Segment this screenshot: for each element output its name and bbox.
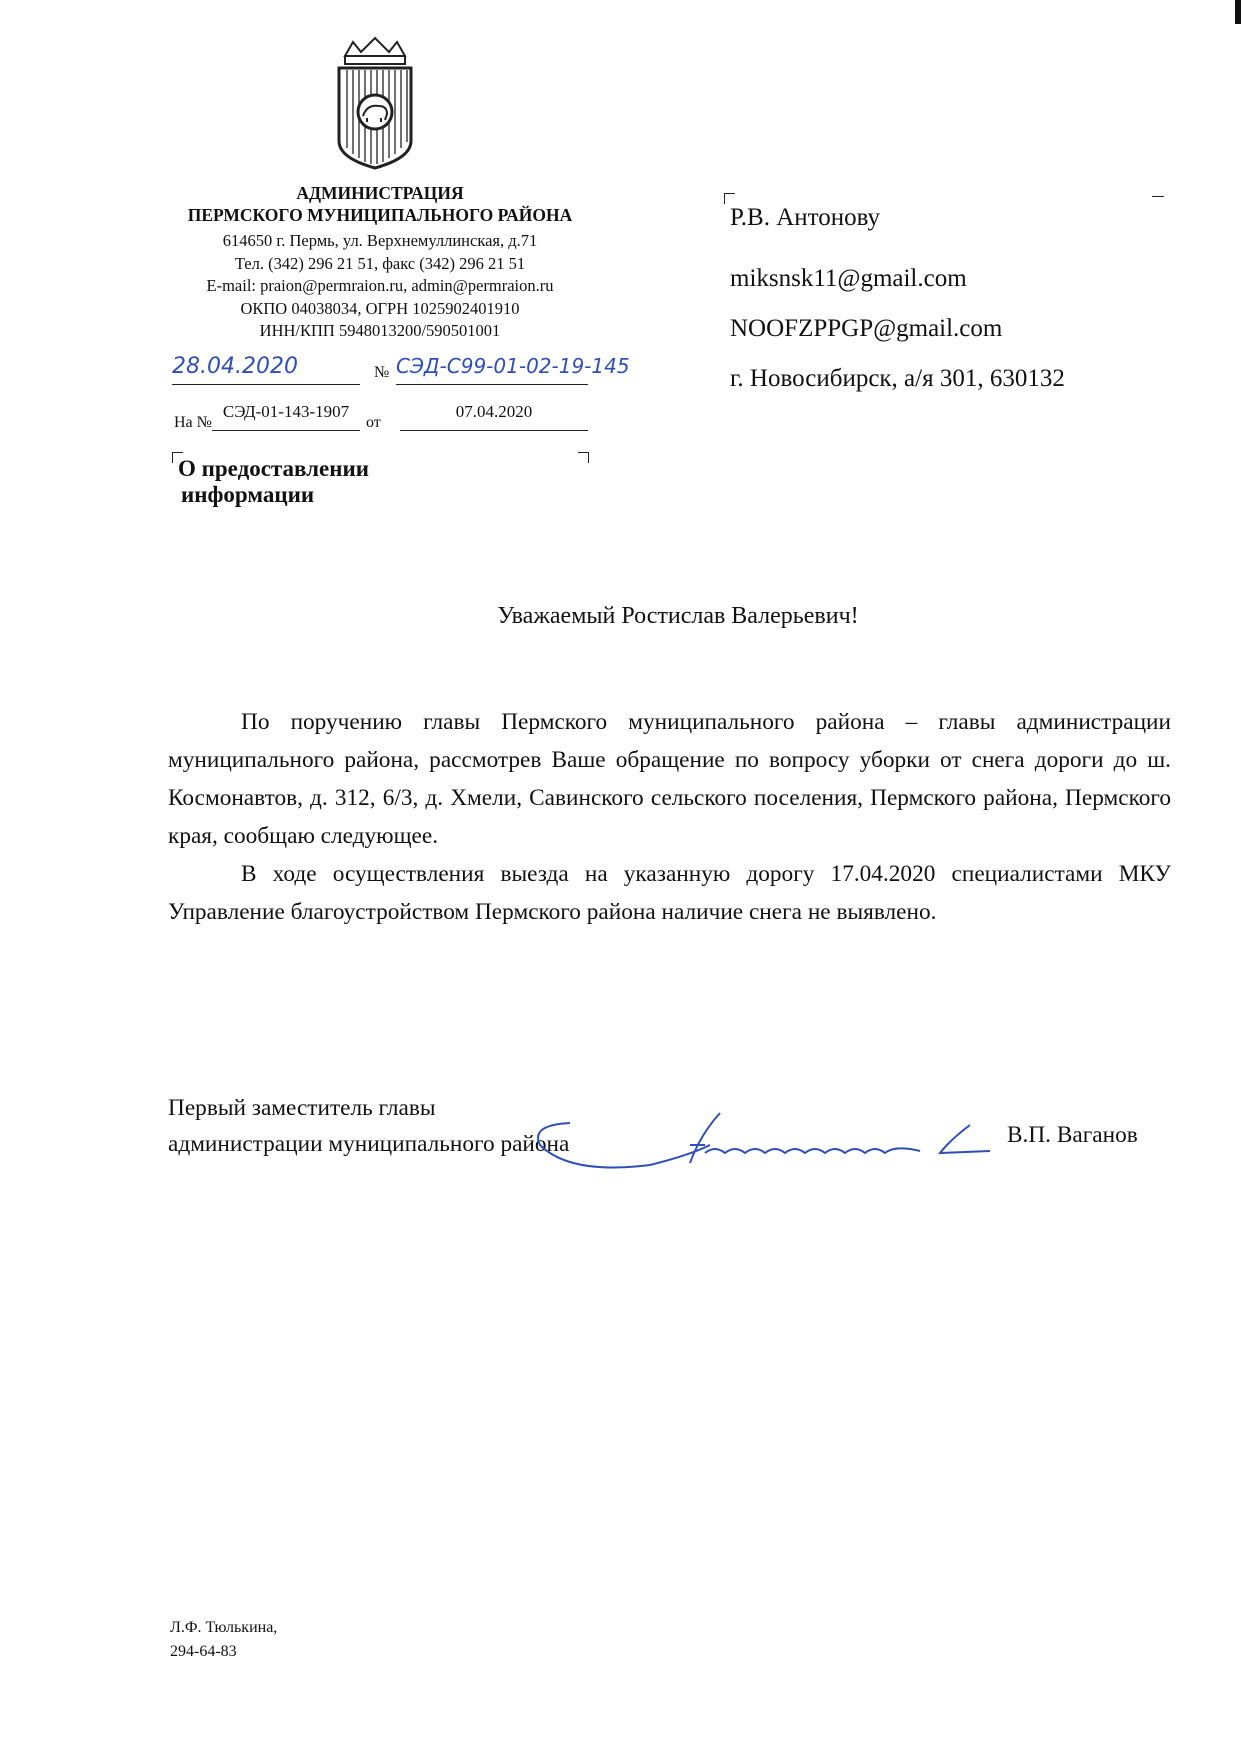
- position-line1: Первый заместитель главы: [168, 1095, 436, 1121]
- paragraph: В ходе осуществления выезда на указанную дорогу 17.04.2020 специалистами МКУ Управление благоустройством Пермского района наличие снега не выявлено.: [168, 861, 1171, 925]
- registration-number: СЭД-С99-01-02-19-145: [396, 354, 588, 385]
- subject: [178, 456, 369, 508]
- number-label: №: [374, 364, 390, 381]
- coat-of-arms-emblem: [335, 36, 415, 171]
- org-name-line2: ПЕРМСКОГО МУНИЦИПАЛЬНОГО РАЙОНА: [187, 205, 573, 225]
- subject-corner-right: [578, 452, 589, 463]
- org-phone: Тел. (342) 296 21 51, факс (342) 296 21 51: [234, 253, 526, 273]
- position-line2: администрации муниципального района: [168, 1131, 570, 1157]
- paragraph: По поручению главы Пермского муниципального района – главы администрации муниципального района, рассмотрев Ваше обращение по вопросу уборки от снега дороги до ш. Космонавтов, д. 312, 6/3, д. Хмели, Савинского сельского поселения, Пермского района, Пермского края, сообщаю следующее.: [168, 709, 1171, 849]
- executor-phone: 294-64-83: [170, 1643, 237, 1660]
- org-email: E-mail: praion@permraion.ru, admin@permraion.ru: [206, 276, 554, 295]
- reply-label: На №: [174, 414, 212, 431]
- org-okpo: ОКПО 04038034, ОГРН 1025902401910: [240, 298, 520, 318]
- recipient-corner-right: [1152, 196, 1164, 197]
- letterhead: [150, 182, 610, 343]
- recipient-address: г. Новосибирск, а/я 301, 630132: [730, 365, 1065, 392]
- from-label: от: [366, 414, 381, 431]
- greeting: Уважаемый Ростислав Валерьевич!: [497, 603, 859, 629]
- subject-line2: информации: [181, 482, 315, 507]
- executor-info: [170, 1616, 277, 1664]
- recipient-email-1: miksnsk11@gmail.com: [730, 265, 967, 292]
- scan-edge-mark: [1235, 0, 1241, 24]
- signatory-name: В.П. Ваганов: [1007, 1122, 1138, 1148]
- signatory-position: [168, 1090, 569, 1162]
- executor-name: Л.Ф. Тюлькина,: [170, 1619, 278, 1636]
- reply-date: 07.04.2020: [400, 402, 588, 431]
- recipient-corner-left: [724, 193, 735, 204]
- handwritten-signature: [530, 1105, 1070, 1190]
- org-name-line1: АДМИНИСТРАЦИЯ: [296, 183, 464, 203]
- org-inn: ИНН/КПП 5948013200/590501001: [259, 321, 501, 340]
- letter-body: [168, 703, 1171, 931]
- recipient-email-2: NOOFZPPGP@gmail.com: [730, 315, 1003, 342]
- subject-line1: О предоставлении: [178, 456, 369, 481]
- recipient-name: Р.В. Антонову: [730, 204, 881, 231]
- org-address: 614650 г. Пермь, ул. Верхнемуллинская, д.71: [222, 231, 538, 250]
- reply-number: СЭД-01-143-1907: [212, 402, 360, 431]
- registration-date: 28.04.2020: [172, 354, 360, 385]
